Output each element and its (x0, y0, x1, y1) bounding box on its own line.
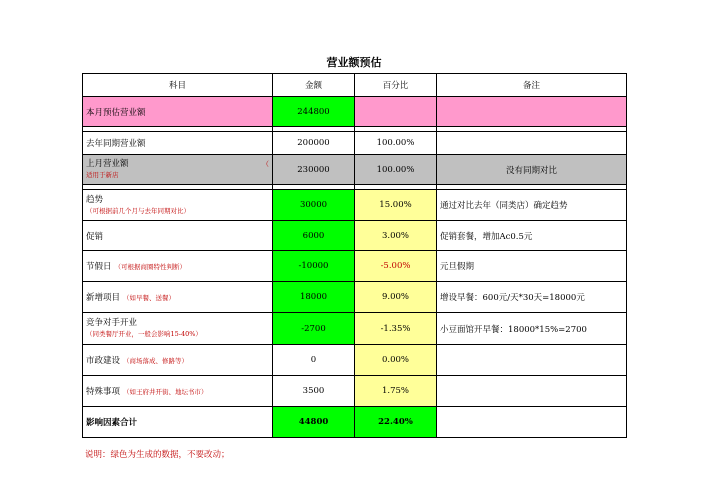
row-forecast (83, 97, 627, 127)
trend-sub: （可根据前几个月与去年同期对比） (86, 206, 190, 215)
municipal-percent[interactable]: 0.00% (355, 345, 437, 376)
municipal-note[interactable] (437, 345, 627, 376)
special-percent[interactable]: 1.75% (355, 376, 437, 407)
new-items-label: 新增项目 (86, 293, 121, 303)
special-label: 特殊事项 (86, 387, 121, 397)
row-promo (83, 221, 627, 251)
promo-note[interactable]: 促销套餐，增加Ac0.5元 (437, 221, 627, 251)
row-holiday (83, 251, 627, 282)
trend-percent[interactable]: 15.00% (355, 190, 437, 221)
competitor-amount[interactable]: -2700 (273, 313, 355, 345)
last-year-amount[interactable]: 200000 (273, 132, 355, 155)
competitor-label: 竞争对手开业 (86, 318, 138, 328)
holiday-note[interactable]: 元旦假期 (437, 251, 627, 282)
competitor-sub: （同类餐厅开业，一般会影响15-40%） (86, 330, 202, 338)
competitor-percent[interactable]: -1.35% (355, 313, 437, 345)
municipal-label: 市政建设 (86, 356, 121, 366)
new-items-note[interactable]: 增设早餐：600元/天*30天=18000元 (437, 282, 627, 313)
total-percent[interactable]: 22.40% (355, 407, 437, 438)
forecast-table (82, 73, 627, 438)
trend-amount[interactable]: 30000 (273, 190, 355, 221)
row-new-items (83, 282, 627, 313)
header-note[interactable]: 备注 (437, 74, 627, 97)
last-month-note[interactable]: 没有同期对比 (437, 155, 627, 185)
special-note[interactable] (437, 376, 627, 407)
new-items-sub: （如早餐、送餐） (123, 294, 176, 302)
footnote: 说明：绿色为生成的数据，不要改动； (85, 450, 230, 460)
row-competitor (83, 313, 627, 345)
row-last-month (83, 155, 627, 185)
total-label[interactable]: 影响因素合计 (83, 407, 273, 438)
total-note[interactable] (437, 407, 627, 438)
competitor-label-cell[interactable] (83, 313, 273, 345)
row-municipal (83, 345, 627, 376)
total-amount[interactable]: 44800 (273, 407, 355, 438)
competitor-note[interactable]: 小豆面馆开早餐：18000*15%=2700 (437, 313, 627, 345)
holiday-label-cell[interactable] (83, 251, 273, 282)
trend-label: 趋势 (86, 194, 104, 205)
trend-note[interactable]: 通过对比去年（同类店）确定趋势 (437, 190, 627, 221)
row-last-year (83, 132, 627, 155)
row-total (83, 407, 627, 438)
promo-amount[interactable]: 6000 (273, 221, 355, 251)
row-special (83, 376, 627, 407)
last-year-note[interactable] (437, 132, 627, 155)
last-month-sub: 适用于新店 (86, 171, 119, 179)
last-year-percent[interactable]: 100.00% (355, 132, 437, 155)
last-month-label: 上月营业额 (86, 159, 129, 169)
holiday-label: 节假日 (86, 262, 112, 272)
forecast-amount[interactable]: 244800 (273, 97, 355, 127)
new-items-label-cell[interactable] (83, 282, 273, 313)
last-year-label[interactable]: 去年同期营业额 (83, 132, 273, 155)
holiday-sub: （可根据商圈特性判断） (114, 263, 187, 271)
special-sub: （如王府井开街、地坛书市） (123, 388, 208, 396)
new-items-amount[interactable]: 18000 (273, 282, 355, 313)
last-month-label-cell[interactable] (83, 155, 273, 185)
promo-label[interactable]: 促销 (83, 221, 273, 251)
forecast-label[interactable]: 本月预估营业额 (83, 97, 273, 127)
last-month-paren: （ (262, 160, 269, 168)
last-month-amount[interactable]: 230000 (273, 155, 355, 185)
forecast-percent[interactable] (355, 97, 437, 127)
promo-percent[interactable]: 3.00% (355, 221, 437, 251)
sheet-title: 营业额预估 (326, 56, 382, 69)
trend-label-cell[interactable] (83, 190, 273, 221)
header-amount[interactable]: 金额 (273, 74, 355, 97)
new-items-percent[interactable]: 9.00% (355, 282, 437, 313)
special-label-cell[interactable] (83, 376, 273, 407)
holiday-amount[interactable]: -10000 (273, 251, 355, 282)
forecast-note[interactable] (437, 97, 627, 127)
municipal-sub: （商场落成、修路等） (123, 357, 189, 365)
municipal-label-cell[interactable] (83, 345, 273, 376)
special-amount[interactable]: 3500 (273, 376, 355, 407)
last-month-percent[interactable]: 100.00% (355, 155, 437, 185)
header-row (83, 74, 627, 97)
header-subject[interactable]: 科目 (83, 74, 273, 97)
header-percent[interactable]: 百分比 (355, 74, 437, 97)
row-trend (83, 190, 627, 221)
holiday-percent[interactable]: -5.00% (355, 251, 437, 282)
municipal-amount[interactable]: 0 (273, 345, 355, 376)
